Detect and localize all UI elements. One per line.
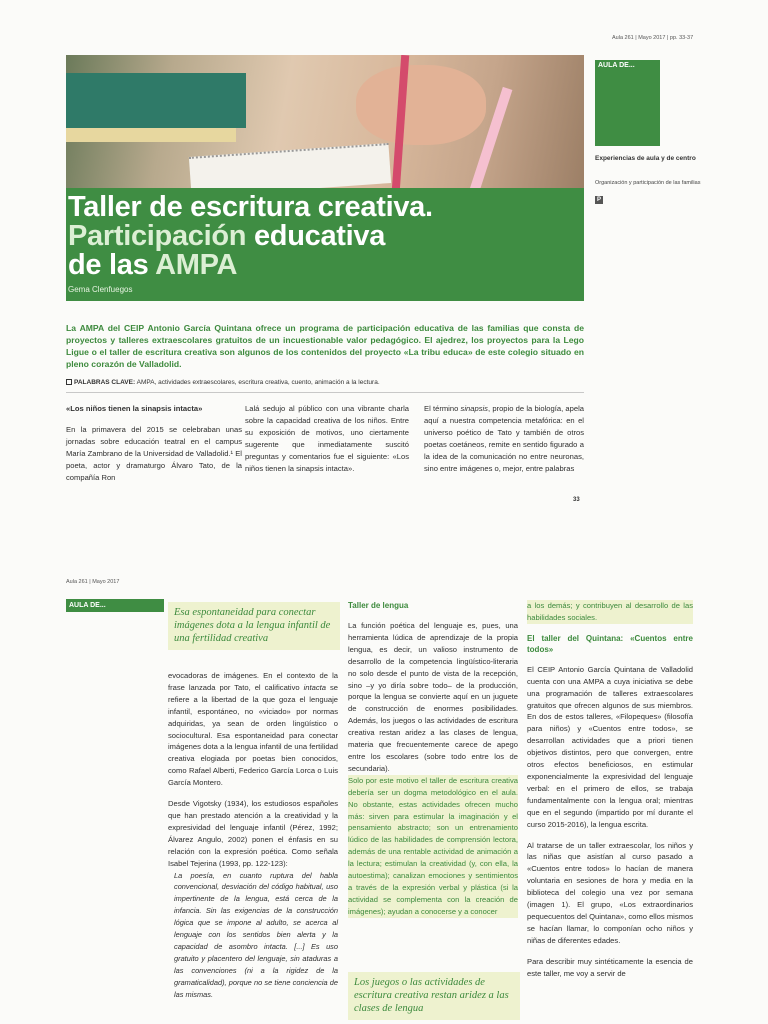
section-box: [595, 60, 660, 146]
highlighted-paragraph: a los demás; y contribuyen al desarrollo de las habilidades sociales.: [527, 601, 693, 622]
pull-quote: Los juegos o las actividades de escritura creativa restan aridez a las clases de lengua: [348, 972, 520, 1020]
paragraph: [168, 670, 338, 789]
divider: [66, 392, 584, 393]
paragraph: Para describir muy sintéticamente la esencia de este taller, me voy a servir de: [527, 956, 693, 978]
p1-column-2: [245, 403, 409, 474]
highlighted-paragraph: Solo por este motivo el taller de escritura creativa debería ser un dogma metodológico en el aula. No obstante, estas actividades ofrecen mucho más: sirven para estimular la imaginación y el pensamiento abstracto; son un entrenamiento lúdico de las habilidades de comprensión lectora, además de una rentable actividad de animación a la lectura; estimulan la creatividad (y, con ella, la autoestima); canalizan emociones y sentimientos a través de la expresión verbal y plástica (si la actividad se complementa con la creación de imágenes); ayudan a conocerse y a conocer: [348, 775, 518, 916]
photo-hand: [356, 65, 486, 145]
section-heading-taller-lengua: Taller de lengua: [348, 601, 409, 610]
paragraph: Al tratarse de un taller extraescolar, los niños y las niñas que asistían al curso pasado a «Cuentos entre todos» lo hacían de manera voluntaria en sesiones de hora y media en la biblioteca del colegio una vez por semana (imagen 1). El grupo, «Los extraordinarios pequecuentos del Quintana», como ellos mismos se hacían llamar, lo componían ocho niños y niñas de diferentes edades.: [527, 840, 693, 945]
section-category: Experiencias de aula y de centro: [595, 155, 696, 162]
text-run: evocadoras de imágenes. En el contexto de la frase lanzada por Tato, el calificativo: [168, 671, 338, 692]
author-name: Gema Clenfuegos: [68, 285, 133, 294]
page-header: Aula 261 | Mayo 2017: [66, 579, 120, 585]
page-number: 33: [573, 497, 580, 503]
section-subcategory: Organización y participación de las familias: [595, 180, 701, 186]
section-tag: P: [596, 197, 601, 203]
hero-banner: [66, 55, 584, 301]
text-run: se refiere a la libertad de la que goza el lenguaje infantil, espontáneo, no «viciado» por normas adquiridas, ya sean de orden lingüístico o sociocultural. Esa espontaneidad para conectar imágenes dota a la lengua infantil de una fertilidad creativa elogiada por poetas bien conocidos, como Rafael Alberti, Federico García Lorca o Luis García Montero.: [168, 682, 338, 788]
abstract: La AMPA del CEIP Antonio García Quintana ofrece un programa de participación educativa de las familias que consta de proyectos y talleres extraescolares gratuitos de un incuestionable valor pedagógico. El ajedrez, los proyectos para la Lego Ligue o el taller de escritura creativa son algunos de los contenidos del proyecto «La tribu educa» de este colegio situado en pleno corazón de Valladolid.: [66, 323, 584, 369]
paragraph: Desde Vigotsky (1934), los estudiosos españoles que han prestado atención a la creatividad y la expresividad del lenguaje infantil (Pérez, 1992; Álvarez Angulo, 2002) ponen el énfasis en su relación con la expresión poética. Como señala Isabel Tejerina (1993, pp. 122-123):: [168, 799, 338, 868]
title-line-2: [68, 221, 385, 251]
paragraph: Lalá sedujo al público con una vibrante charla sobre la capacidad creativa de los niños. Entre su exposición de motivos, uno ciertamente sugerente que inmediatamente suscitó preguntas y comentarios fue el siguiente: «Los niños tienen la sinapsis intacta».: [245, 404, 409, 473]
title-word-participacion: Participación: [68, 220, 247, 252]
paragraph: La función poética del lenguaje es, pues, una herramienta lúdica de aprendizaje de la propia lengua, es decir, un valioso instrumento de desarrollo de la competencia lingüístico-literaria no solo desde el punto de vista de la recepción, sino –y yo diría sobre todo– de la producción, porque la lengua se convierte aquí en un juguete de construcción de enormes posibilidades. Además, los juegos o las actividades de escritura creativa restan aridez a las clases de lengua, materia que frecuentemente carece de apego entre los escolares (sobre todo entre los de secundaria).: [348, 621, 518, 773]
keywords-line: [66, 379, 584, 386]
section-label: AULA DE...: [598, 62, 635, 69]
paragraph: En la primavera del 2015 se celebraban unas jornadas sobre educación teatral en el campus María Zambrano de la Universidad de Valladolid.¹ El poeta, actor y dramaturgo Álvaro Tato, de la compañía Ron: [66, 424, 242, 482]
keywords-label: PALABRAS CLAVE:: [74, 379, 136, 386]
block-quote: La poesía, en cuanto ruptura del habla convencional, desviación del código habitual, uso impertinente de la lengua, está cerca de la infancia. Sin las exigencias de la construcción lógica que se impone al adulto, se acerca al lenguaje con los sentidos bien alerta y la capacidad de asombro intacta. [...] Es uso gratuito y placentero del lenguaje, sin ataduras a las convenciones (ni a la rigidez de la gramaticalidad), porque no se tiene conciencia de las mismas.: [174, 870, 338, 999]
title-word-de-las: de las: [68, 249, 156, 281]
text-run: El término: [424, 404, 461, 413]
p2-column-1: [168, 670, 338, 1000]
section-label: AULA DE...: [66, 599, 164, 612]
photo-book: [66, 73, 246, 128]
page-header: Aula 261 | Mayo 2017 | pp. 33-37: [612, 35, 694, 41]
text-emphasis: sinapsis: [460, 404, 488, 413]
text-run: , propio de la biología, apela aquí a nuestra competencia metafórica: en el universo poético de Tato y también de otros poetas coetáneos, remite en sentido figurado a la idea de la comunicación no entre neuronas, sino entre imágenes o, mejor, entre palabras: [424, 404, 585, 473]
p2-column-3: [527, 600, 693, 979]
p1-column-1: [66, 403, 242, 483]
title-line-1: Taller de escritura creativa.: [68, 191, 433, 223]
title-word-educativa: educativa: [246, 220, 386, 252]
keywords-box-icon: [66, 379, 72, 385]
title-block: [66, 188, 506, 301]
p1-column-3: [424, 403, 584, 474]
section-heading-quintana: El taller del Quintana: «Cuentos entre todos»: [527, 633, 693, 654]
text-emphasis: intacta: [303, 682, 326, 692]
p2-column-2: [348, 600, 518, 918]
hero-photo: [66, 55, 584, 188]
section-heading-sinapsis: «Los niños tienen la sinapsis intacta»: [66, 404, 203, 413]
paragraph: El CEIP Antonio García Quintana de Valladolid cuenta con una AMPA a cuya iniciativa se debe una programación de talleres extraescolares gratuitos que ofrecen algunos de sus miembros. En dos de estos talleres, «Filopeques» (filosofía para niños) y «Cuentos entre todos», se desarrollan actividades que a priori tienen objetivos distintos, pero que convergen, entre otros efectos beneficiosos, en estimular exponencialmente la expresividad del lenguaje verbal: en el primero de ellos, se trabaja fundamentalmente con la lengua oral; mientras que en el segundo (impartido por mí durante el curso 2015-2016), la lengua escrita.: [527, 664, 693, 829]
photo-book-edge: [66, 128, 236, 142]
title-line-3: [68, 250, 237, 280]
title-word-ampa: AMPA: [155, 249, 238, 281]
paragraph: [424, 403, 584, 474]
pull-quote: Esa espontaneidad para conectar imágenes dota a la lengua infantil de una fertilidad creativa: [168, 602, 340, 650]
keywords-list: AMPA, actividades extraescolares, escritura creativa, cuento, animación a la lectura.: [135, 379, 380, 386]
